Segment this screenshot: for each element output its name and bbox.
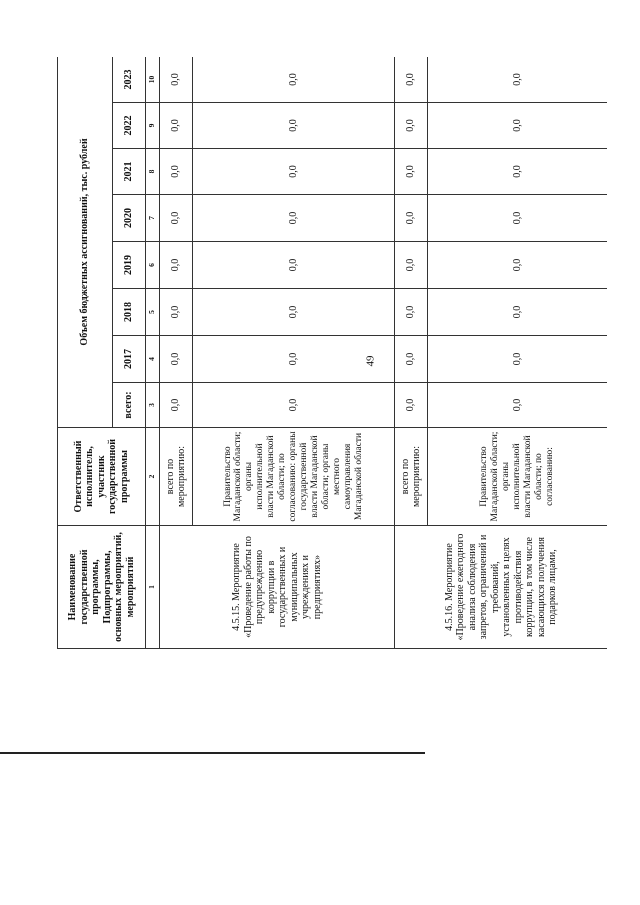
horizontal-rule bbox=[0, 752, 425, 754]
value-cell: 0,0 bbox=[193, 149, 395, 195]
activity-name: 4.5.16. Мероприятие «Проведение ежегодного анализа соблюдения запретов, ограничений и требований, установленных в целях противодействия коррупции, в том числе касающихся получения подарков лицами, bbox=[395, 526, 608, 649]
header-executor: Ответственный исполнитель, участник государственной программы bbox=[58, 428, 146, 526]
header-budget: Объем бюджетных ассигнований, тыс. рублей bbox=[58, 57, 113, 428]
rotated-table-wrapper bbox=[57, 57, 607, 649]
executor-cell: Правительство Магаданской области; органы исполнительной власти Магаданской области; по согласованию: органы государственной власти Магаданской области; органы местного самоуправления Магаданской области bbox=[193, 428, 395, 526]
value-cell: 0,0 bbox=[428, 289, 608, 336]
header-year: 2020 bbox=[113, 195, 146, 242]
value-cell: 0,0 bbox=[428, 149, 608, 195]
value-cell: 0,0 bbox=[160, 195, 193, 242]
value-cell: 0,0 bbox=[160, 103, 193, 149]
value-cell: 0,0 bbox=[428, 383, 608, 428]
value-cell: 0,0 bbox=[395, 242, 428, 289]
budget-table bbox=[57, 57, 607, 649]
column-number: 7 bbox=[146, 195, 160, 242]
value-cell: 0,0 bbox=[395, 195, 428, 242]
value-cell: 0,0 bbox=[193, 195, 395, 242]
executor-cell: Правительство Магаданской области; органы исполнительной власти Магаданской области; по согласованию: bbox=[428, 428, 608, 526]
header-name: Наименование государственной программы, Подпрограммы, основных мероприятий, мероприятий bbox=[58, 526, 146, 649]
value-cell: 0,0 bbox=[160, 336, 193, 383]
value-cell: 0,0 bbox=[395, 383, 428, 428]
header-year: 2019 bbox=[113, 242, 146, 289]
value-cell: 0,0 bbox=[395, 57, 428, 103]
executor-cell: всего по мероприятию: bbox=[395, 428, 428, 526]
value-cell: 0,0 bbox=[160, 383, 193, 428]
value-cell: 0,0 bbox=[428, 103, 608, 149]
column-number: 2 bbox=[146, 428, 160, 526]
header-year: 2018 bbox=[113, 289, 146, 336]
executor-cell: всего по мероприятию: bbox=[160, 428, 193, 526]
header-year: 2017 bbox=[113, 336, 146, 383]
activity-name: 4.5.15. Мероприятие «Проведение работы по предупреждению коррупции в государственных и муниципальных учреждениях и предприятиях» bbox=[160, 526, 395, 649]
header-year: 2021 bbox=[113, 149, 146, 195]
value-cell: 0,0 bbox=[160, 242, 193, 289]
value-cell: 0,0 bbox=[160, 289, 193, 336]
value-cell: 0,0 bbox=[193, 289, 395, 336]
column-number: 6 bbox=[146, 242, 160, 289]
value-cell: 0,0 bbox=[193, 383, 395, 428]
value-cell: 0,0 bbox=[395, 103, 428, 149]
column-number: 1 bbox=[146, 526, 160, 649]
header-total: всего: bbox=[113, 383, 146, 428]
column-number: 4 bbox=[146, 336, 160, 383]
column-number: 9 bbox=[146, 103, 160, 149]
value-cell: 0,0 bbox=[193, 242, 395, 289]
value-cell: 0,0 bbox=[193, 336, 395, 383]
column-number: 5 bbox=[146, 289, 160, 336]
value-cell: 0,0 bbox=[395, 289, 428, 336]
column-number: 10 bbox=[146, 57, 160, 103]
column-number: 3 bbox=[146, 383, 160, 428]
header-year: 2023 bbox=[113, 57, 146, 103]
header-year: 2022 bbox=[113, 103, 146, 149]
value-cell: 0,0 bbox=[428, 242, 608, 289]
value-cell: 0,0 bbox=[428, 336, 608, 383]
value-cell: 0,0 bbox=[428, 57, 608, 103]
value-cell: 0,0 bbox=[193, 57, 395, 103]
value-cell: 0,0 bbox=[428, 195, 608, 242]
scanned-table-area bbox=[57, 57, 607, 649]
page-number: 49 bbox=[364, 355, 377, 367]
value-cell: 0,0 bbox=[395, 336, 428, 383]
value-cell: 0,0 bbox=[160, 57, 193, 103]
value-cell: 0,0 bbox=[160, 149, 193, 195]
column-number: 8 bbox=[146, 149, 160, 195]
value-cell: 0,0 bbox=[395, 149, 428, 195]
value-cell: 0,0 bbox=[193, 103, 395, 149]
